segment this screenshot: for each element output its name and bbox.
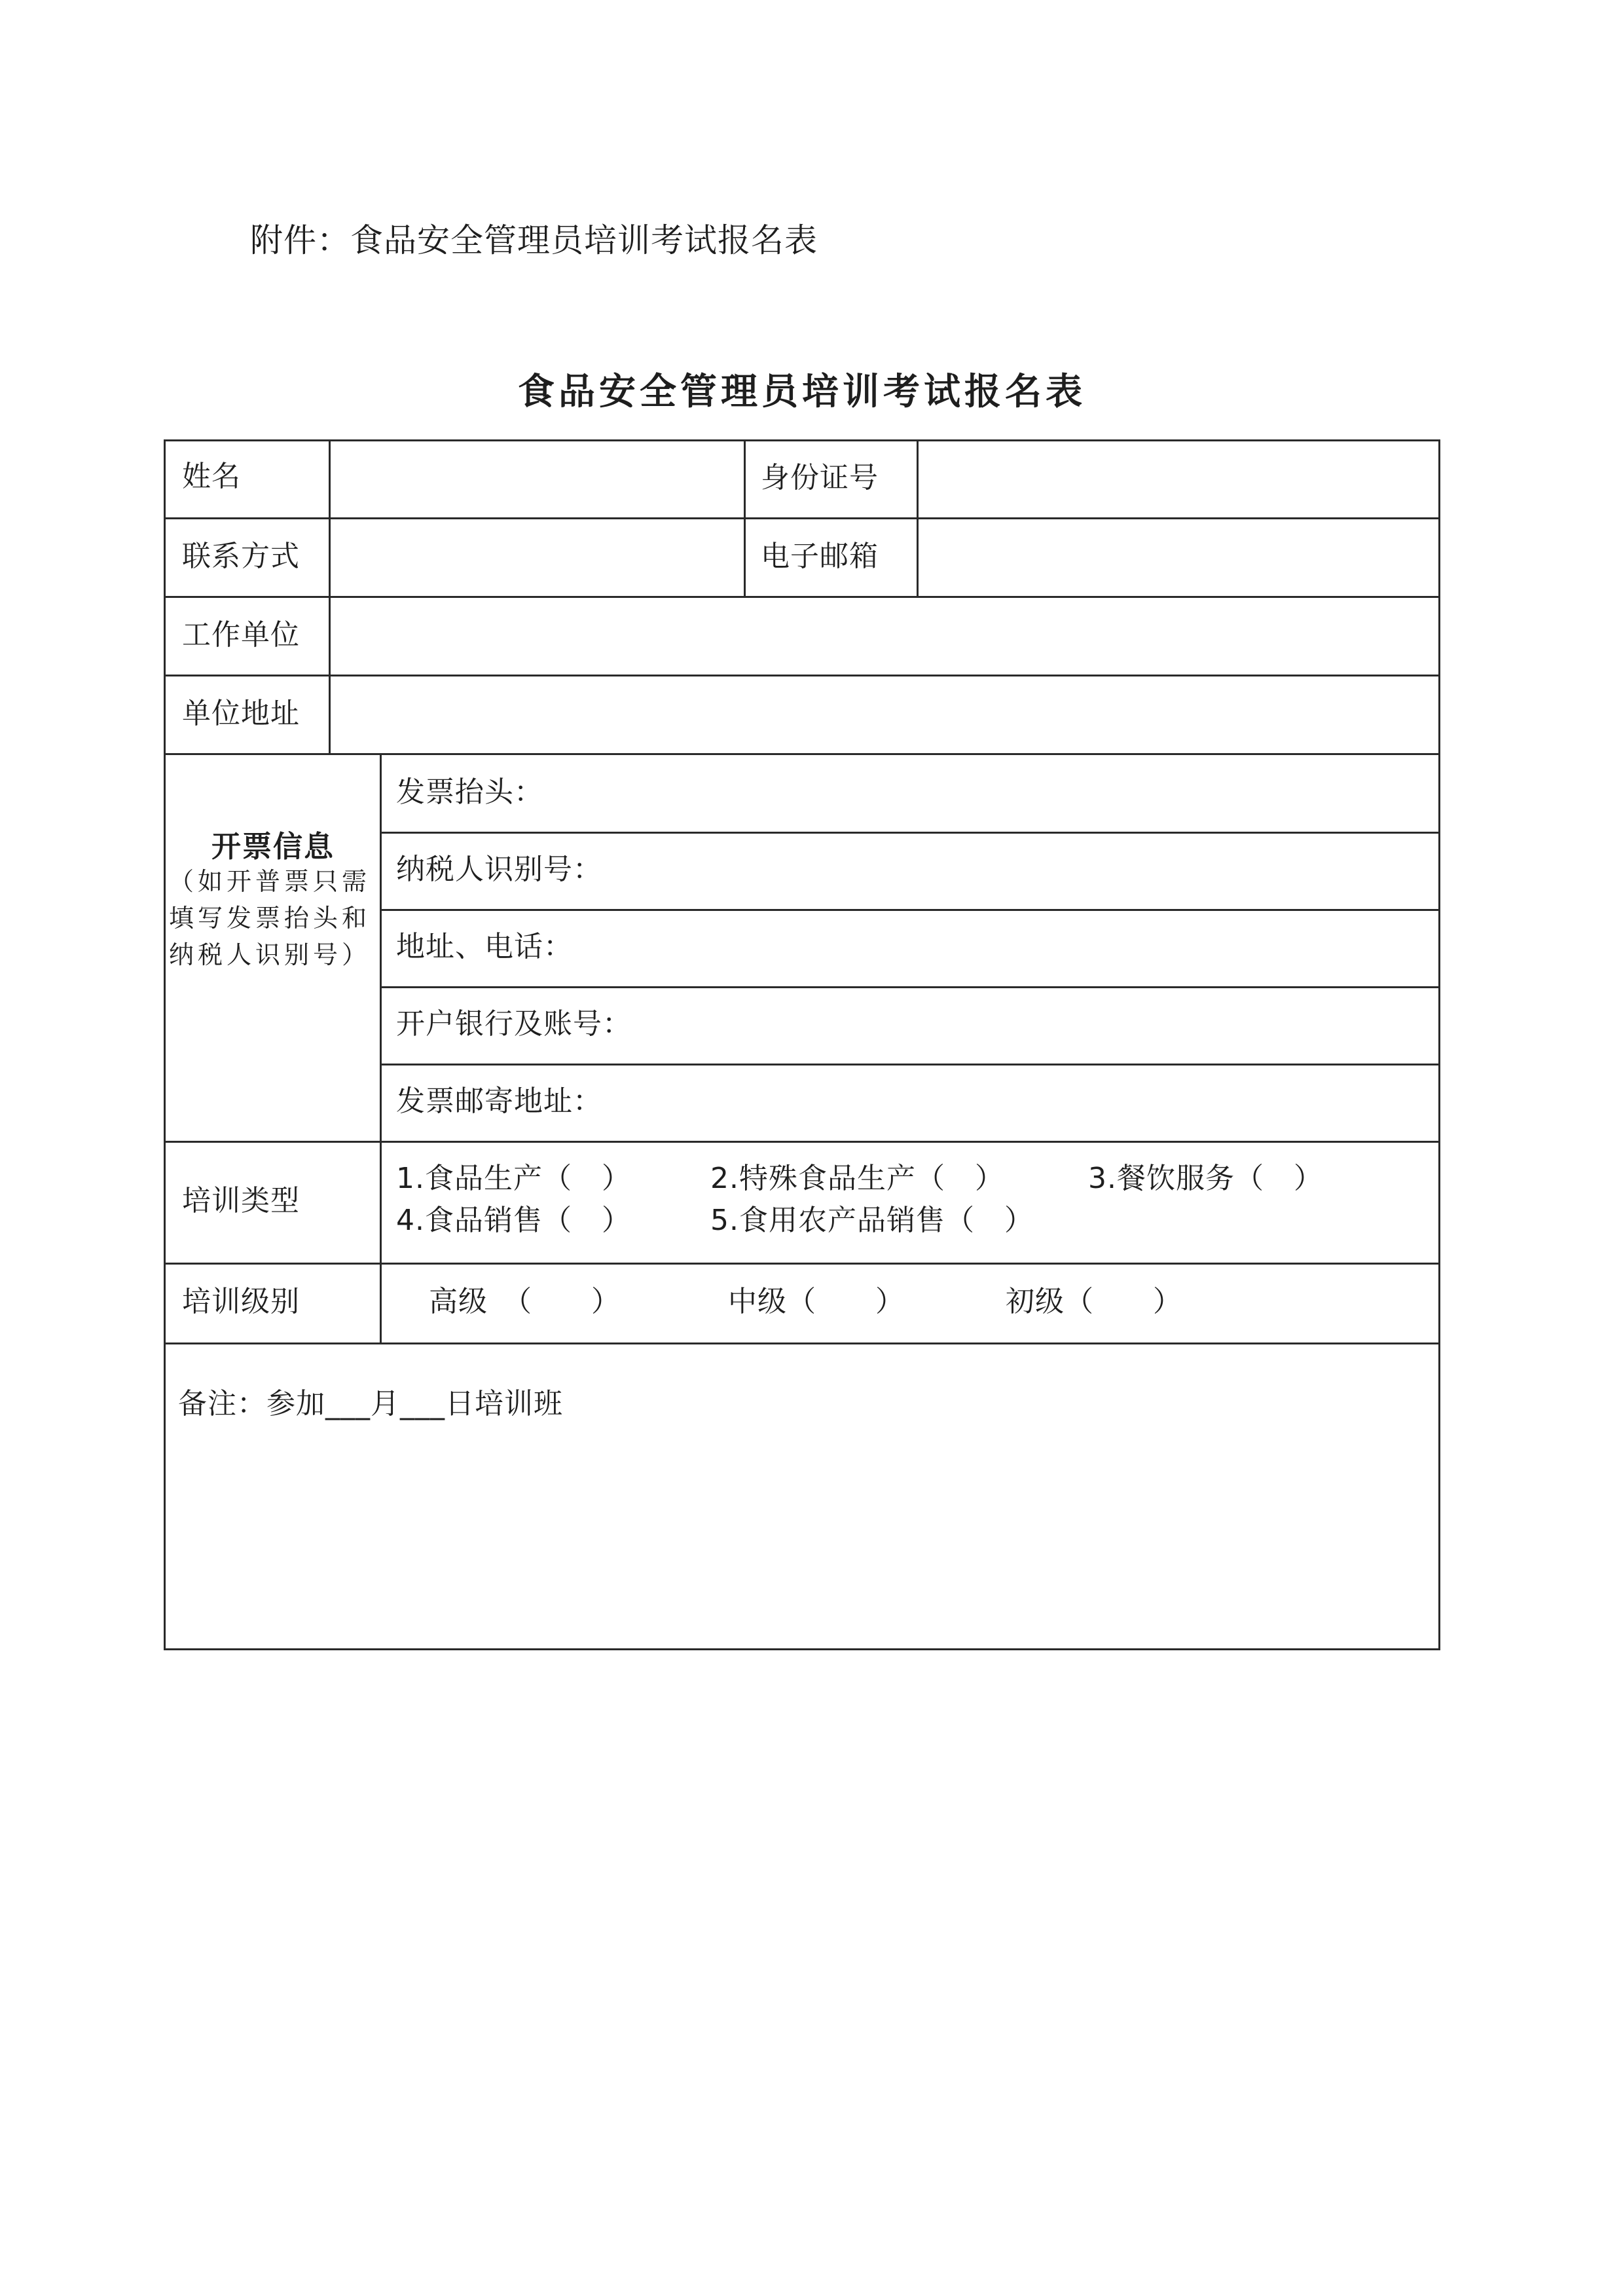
training-type-option[interactable]: 4.食品销售（ ） [396, 1204, 631, 1237]
name-field[interactable] [331, 441, 742, 517]
row-divider [380, 832, 1440, 834]
invoice-title-field[interactable]: 发票抬头： [396, 775, 543, 809]
row-divider [164, 1263, 1440, 1265]
label-name: 姓名 [182, 460, 241, 493]
contact-field[interactable] [331, 520, 742, 596]
mailing-address-field[interactable]: 发票邮寄地址： [396, 1084, 602, 1118]
training-level-option[interactable]: 中级（ ） [728, 1285, 905, 1318]
label-training-level: 培训级别 [182, 1285, 300, 1318]
remarks[interactable]: 备注：参加___月___日培训班 [178, 1387, 563, 1420]
row-divider [164, 517, 1440, 519]
training-type-option[interactable]: 5.食用农产品销售（ ） [710, 1204, 1034, 1237]
label-id-number: 身份证号 [761, 461, 879, 494]
training-type-option[interactable]: 2.特殊食品生产（ ） [710, 1162, 1004, 1195]
label-email: 电子邮箱 [761, 540, 879, 573]
training-type-option[interactable]: 1.食品生产（ ） [396, 1162, 631, 1195]
training-level-option[interactable]: 高级 （ ） [429, 1285, 621, 1318]
row-divider [380, 909, 1440, 911]
invoice-note: （如开普票只需填写发票抬头和纳税人识别号） [169, 867, 371, 969]
bank-account-field[interactable]: 开户银行及账号： [396, 1007, 632, 1041]
column-divider [380, 753, 382, 1342]
form-title: 食品安全管理员培训考试报名表 [518, 370, 1086, 413]
work-unit-field[interactable] [331, 599, 1438, 675]
label-training-type: 培训类型 [182, 1184, 300, 1217]
address-phone-field[interactable]: 地址、电话： [396, 930, 573, 963]
row-divider [380, 1064, 1440, 1065]
label-invoice-info: 开票信息 [211, 829, 335, 864]
taxpayer-id-field[interactable]: 纳税人识别号： [396, 853, 602, 886]
attachment-line: 附件：食品安全管理员培训考试报名表 [250, 221, 818, 259]
column-divider [744, 439, 746, 596]
column-divider [917, 439, 919, 596]
row-divider [164, 675, 1440, 676]
training-level-option[interactable]: 初级（ ） [1006, 1285, 1182, 1318]
row-divider [164, 596, 1440, 598]
label-unit-address: 单位地址 [182, 697, 300, 730]
row-divider [380, 986, 1440, 988]
label-work-unit: 工作单位 [182, 618, 300, 652]
training-type-option[interactable]: 3.餐饮服务（ ） [1088, 1162, 1323, 1195]
row-divider [164, 1141, 1440, 1143]
unit-address-field[interactable] [331, 677, 1438, 753]
invoice-info-group [166, 828, 380, 865]
column-divider [329, 439, 331, 753]
row-divider [164, 753, 1440, 755]
email-field[interactable] [919, 520, 1438, 596]
row-divider [164, 1342, 1440, 1344]
label-contact: 联系方式 [182, 540, 300, 573]
id-number-field[interactable] [919, 441, 1438, 517]
